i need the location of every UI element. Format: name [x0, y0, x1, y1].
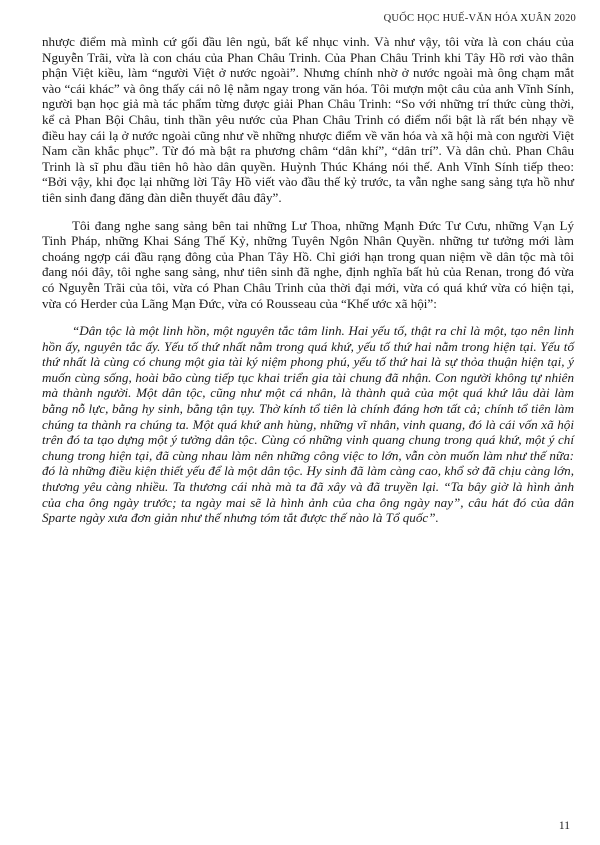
running-header: QUỐC HỌC HUẾ-VĂN HÓA XUÂN 2020	[383, 13, 576, 24]
paragraph-2: Tôi đang nghe sang sảng bên tai những Lư Thoa, những Mạnh Đức Tư Cưu, những Vạn Lý Tinh Pháp, những Khai Sáng Thế Kỷ, những Tuyên Ngôn Nhân Quyền. những tư tưởng mới làm choáng ngợp cái đầu rạng đông của Phan Tây Hồ. Chỉ giới hạn trong quan niệm về dân tộc mà tôi đang nói đây, tôi nghe sang sảng, như tiên sinh đã nghe, định nghĩa bất hủ của Renan, trong đó vừa có Nguyễn Trãi của tôi, vừa có Phan Châu Trinh của thời đại mới, vừa có quá khứ vừa có hiện tại, vừa có Herder của Lãng Mạn Đức, vừa có Rousseau của “Khế ước xã hội”:	[42, 217, 574, 311]
article-body	[42, 34, 574, 526]
renan-quote: “Dân tộc là một linh hồn, một nguyên tắc tâm linh. Hai yếu tố, thật ra chỉ là một, tạo nên linh hồn ấy, nguyên tắc ấy. Yếu tố thứ nhất nằm trong quá khứ, yếu tố thứ hai nằm trong hiện tại. Yếu tố thứ nhất là cùng có chung một gia tài ký niệm phong phú, yếu tố thứ hai là sự thỏa thuận hiện tại, ý muốn cùng sống, hoài bão cùng tiếp tục khai triển gia tài chung đã nhận. Con người không tự nhiên mà thành người. Một dân tộc, cũng như một cá nhân, là thành quả của một quá khứ lâu dài làm bằng nỗ lực, bằng hy sinh, bằng tận tụy. Thờ kính tổ tiên là chính đáng hơn tất cả; chính tổ tiên làm chúng ta thành ra chúng ta. Một quá khứ anh hùng, những vĩ nhân, vinh quang, đó là cái vốn xã hội trên đó ta tạo dựng một ý tưởng dân tộc. Cùng có những vinh quang chung trong quá khứ, một ý chí chung trong hiện tại, đã cùng nhau làm nên những công việc to lớn, vẫn còn muốn làm như thế nữa: đó là những điều kiện thiết yếu để là một dân tộc. Hy sinh đã làm càng cao, khổ sở đã chịu càng lớn, thương yêu càng nhiều. Ta thương cái nhà mà ta đã xây và đã truyền lại. “Ta bây giờ là hình ảnh của cha ông ngày trước; ta ngày mai sẽ là hình ảnh của cha ông ngày nay”, câu hát đó của dân Sparte ngày xưa đơn giản như thế nhưng tóm tắt được thế nào là Tổ quốc”.	[42, 323, 574, 526]
paragraph-1: nhược điểm mà mình cứ gối đầu lên ngủ, bất kể nhục vinh. Và như vậy, tôi vừa là con cháu của Nguyễn Trãi, vừa là con cháu của Phan Châu Trinh. Của Phan Châu Trinh khi Tây Hồ rơi vào thân phận Việt kiều, làm “người Việt ở nước ngoài”. Nhưng chính nhờ ở nước ngoài mà ông chạm mắt vào “cái khác” và ông thấy cái nô lệ nằm ngay trong văn hóa. Tôi mượn một câu của anh Vĩnh Sính, người bạn học giả mà tác phẩm từng được giải Phan Châu Trinh: “So với những trí thức cùng thời, kể cả Phan Bội Châu, tinh thần yêu nước của Phan Châu Trinh có điểm nổi bật là rất bén nhạy về điều hay cái lạ ở nước ngoài cũng như về những nhược điểm về văn hóa và xã hội mà con người Việt Nam cần khắc phục”. Từ đó mà bật ra phương châm “dân khí”, “dân trí”. Và dân chủ. Phan Châu Trinh là sĩ phu đầu tiên hô hào dân quyền. Huỳnh Thúc Kháng nói thế. Anh Vĩnh Sính tiếp theo: “Bởi vậy, khi đọc lại những lời Tây Hồ viết vào đầu thế kỷ trước, ta vẫn nghe sang sảng tựa hồ như tiên sinh đang đăng đàn diễn thuyết đâu đây”.	[42, 34, 574, 205]
page-number: 11	[558, 820, 570, 832]
